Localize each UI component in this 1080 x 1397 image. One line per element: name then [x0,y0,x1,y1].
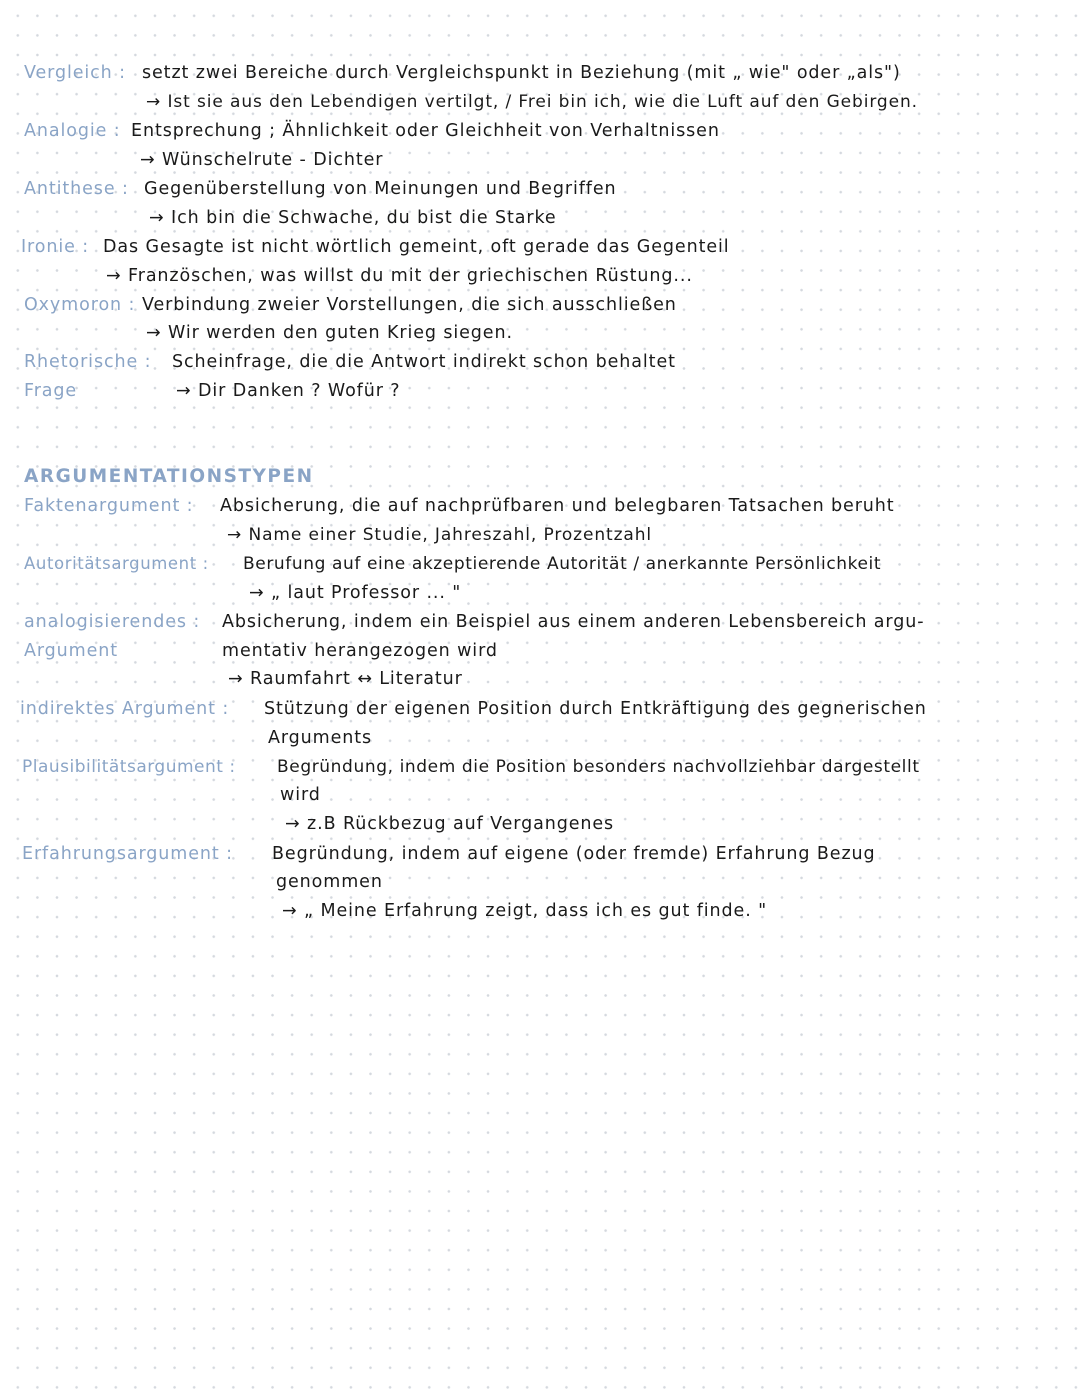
definition-rhetorische-frage: Scheinfrage, die die Antwort indirekt schon behaltet [172,352,676,372]
example-rhetorische-frage: → Dir Danken ? Wofür ? [176,381,401,401]
example-ironie: → Französchen, was willst du mit der griechischen Rüstung... [106,266,693,286]
definition-antithese: Gegenüberstellung von Meinungen und Begriffen [144,179,617,199]
definition-indirektes-argument-2: Arguments [268,728,373,748]
term-autoritaetsargument: Autoritätsargument : [24,554,209,573]
term-erfahrungsargument: Erfahrungsargument : [22,844,233,864]
term-indirektes-argument: indirektes Argument : [20,699,230,719]
example-oxymoron: → Wir werden den guten Krieg siegen. [146,323,513,343]
definition-vergleich: setzt zwei Bereiche durch Vergleichspunkt in Beziehung (mit „ wie" oder „als") [142,63,901,83]
definition-analogisierendes-argument-2: mentativ herangezogen wird [222,641,498,661]
term-analogisierendes-argument-2: Argument [24,641,119,661]
definition-erfahrungsargument-2: genommen [276,872,383,892]
term-rhetorische-frage-2: Frage [24,381,78,401]
definition-oxymoron: Verbindung zweier Vorstellungen, die sich ausschließen [142,295,677,315]
definition-plausibilitaetsargument-2: wird [280,785,321,805]
term-plausibilitaetsargument: Plausibilitätsargument : [22,757,236,777]
example-erfahrungsargument: → „ Meine Erfahrung zeigt, dass ich es gut finde. " [282,901,768,921]
definition-indirektes-argument: Stützung der eigenen Position durch Entkräftigung des gegnerischen [264,699,927,719]
definition-ironie: Das Gesagte ist nicht wörtlich gemeint, oft gerade das Gegenteil [103,237,730,257]
term-analogisierendes-argument: analogisierendes : [24,612,201,632]
example-autoritaetsargument: → „ laut Professor ... " [249,583,462,603]
term-ironie: Ironie : [21,237,90,257]
definition-erfahrungsargument: Begründung, indem auf eigene (oder fremde) Erfahrung Bezug [272,844,876,864]
term-antithese: Antithese : [24,179,129,199]
example-analogie: → Wünschelrute - Dichter [140,150,384,170]
definition-analogisierendes-argument: Absicherung, indem ein Beispiel aus einem anderen Lebensbereich argu- [222,612,925,632]
section-heading: ARGUMENTATIONSTYPEN [24,466,314,487]
definition-analogie: Entsprechung ; Ähnlichkeit oder Gleichheit von Verhaltnissen [131,121,720,141]
example-analogisierendes-argument: → Raumfahrt ↔ Literatur [228,669,463,689]
term-rhetorische-frage: Rhetorische : [24,352,152,372]
term-vergleich: Vergleich : [24,63,126,83]
term-oxymoron: Oxymoron : [24,295,136,315]
definition-faktenargument: Absicherung, die auf nachprüfbaren und belegbaren Tatsachen beruht [220,496,895,516]
example-plausibilitaetsargument: → z.B Rückbezug auf Vergangenes [285,814,615,834]
example-faktenargument: → Name einer Studie, Jahreszahl, Prozentzahl [227,525,653,545]
example-vergleich: → Ist sie aus den Lebendigen vertilgt, / Frei bin ich, wie die Luft auf den Gebirgen. [146,92,918,112]
definition-autoritaetsargument: Berufung auf eine akzeptierende Autorität / anerkannte Persönlichkeit [243,554,882,574]
example-antithese: → Ich bin die Schwache, du bist die Starke [149,208,557,228]
term-analogie: Analogie : [24,121,121,141]
definition-plausibilitaetsargument: Begründung, indem die Position besonders nachvollziehbar dargestellt [277,757,920,777]
term-faktenargument: Faktenargument : [24,496,194,516]
